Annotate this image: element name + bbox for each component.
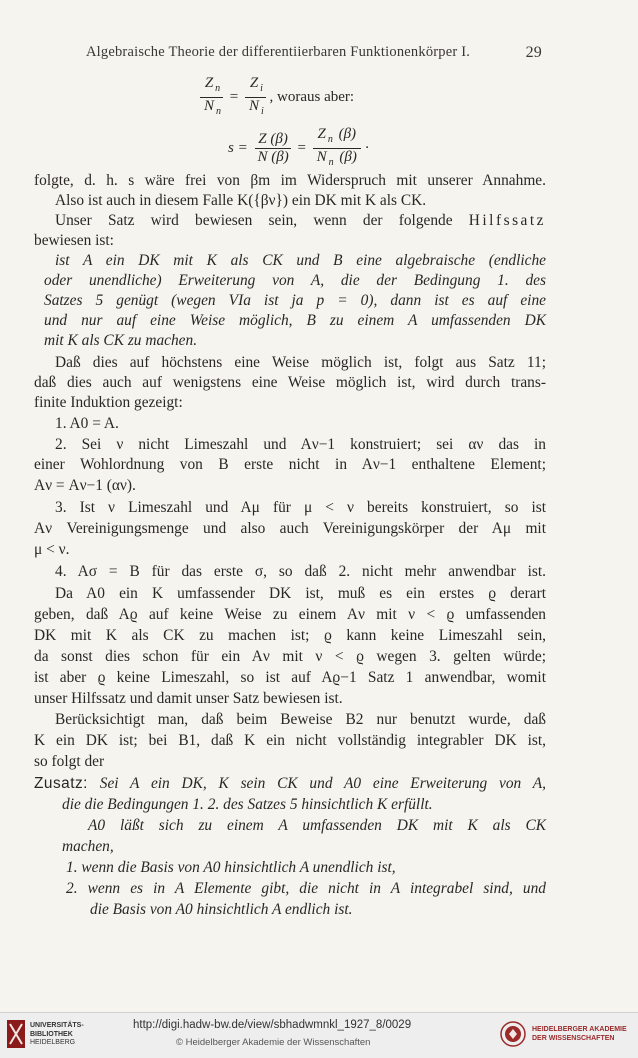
equation-1: $\frac{Z _n}{N _n}$ = $\frac{Z _i}{N _i}$ , woraus aber: xyxy=(200,75,354,120)
text-line-31: die die Bedingungen 1. 2. des Satzes 5 hinsichtlich K erfüllt. xyxy=(62,796,433,813)
library-name-line-1: UNIVERSITÄTS- xyxy=(30,1022,84,1029)
text-line-08: und nur auf eine Weise möglich, B zu einem A umfassenden DK xyxy=(44,312,546,329)
text-line-29: so folgt der xyxy=(34,753,105,770)
eq1-left-num-sub: n xyxy=(215,83,221,94)
text-line-20: 4. Aσ = B für das erste σ, so daß 2. nicht mehr anwendbar ist. xyxy=(55,563,546,580)
text-line-12: finite Induktion gezeigt: xyxy=(34,394,183,411)
text-line-05: ist A ein DK mit K als CK und B eine algebraische (endliche xyxy=(55,252,546,269)
text-line-01: folgte, d. h. s wäre frei von βm im Widerspruch mit unserer Annahme. xyxy=(34,172,546,189)
zusatz-label: Zusatz: xyxy=(34,775,88,792)
text-line-21: Da A0 ein K umfassender DK ist, muß es ein erstes ϱ derart xyxy=(55,585,546,602)
fraction-zn-nn xyxy=(200,75,223,120)
text-line-27: Berücksichtigt man, daß beim Beweise B2 nur benutzt wurde, daß xyxy=(55,711,546,728)
eq2-f2-num-b: (β) xyxy=(338,126,357,142)
academy-name-line-1: HEIDELBERGER AKADEMIE xyxy=(532,1026,627,1033)
eq1-left-den-sub: n xyxy=(216,106,222,117)
eq1-right-den-sub: i xyxy=(261,106,264,117)
eq2-f2-num-sub: n xyxy=(327,134,333,145)
text-line-10: Daß dies auf höchstens eine Weise möglich ist, folgt aus Satz 11; xyxy=(55,354,546,371)
academy-seal-icon xyxy=(500,1021,526,1047)
text-line-22: geben, daß Aϱ auf keine Weise zu einem Aν mit ν < ϱ umfassenden xyxy=(34,606,546,623)
eq1-right-num-sub: i xyxy=(260,83,263,94)
library-name-line-2: BIBLIOTHEK xyxy=(30,1030,73,1038)
text-line-18: Aν Vereinigungsmenge und also auch Vereinigungskörper der Aμ mit xyxy=(34,520,546,537)
text-line-11: daß dies auch auf wenigstens eine Weise möglich ist, wird durch trans- xyxy=(34,374,546,391)
eq2-f2-den-sub: n xyxy=(328,157,334,168)
text-line-19: μ < ν. xyxy=(34,541,70,558)
text-line-14: 2. Sei ν nicht Limeszahl und Aν−1 konstruiert; sei αν das in xyxy=(55,436,546,453)
text-line-09: mit K als CK zu machen. xyxy=(44,332,198,349)
fraction-zn-beta xyxy=(313,126,361,171)
text-line-28: K ein DK ist; bei B1, daß K ein nicht vollständig integrabler DK ist, xyxy=(34,732,546,749)
academy-name-line-2: DER WISSENSCHAFTEN xyxy=(532,1035,615,1042)
text-line-13: 1. A0 = A. xyxy=(55,415,119,432)
eq2-f2-den-a: N xyxy=(316,149,327,165)
text-line-23: DK mit K als CK zu machen ist; ϱ kann keine Limeszahl sein, xyxy=(34,627,546,644)
fraction-z-beta xyxy=(255,131,290,166)
running-title: Algebraische Theorie der differentiierbaren Funktionenkörper I. xyxy=(86,44,471,60)
eq1-left-num: Z xyxy=(204,75,214,91)
text-line-30 xyxy=(34,774,546,793)
library-name-line-3: HEIDELBERG xyxy=(30,1039,76,1046)
text-line-25: ist aber ϱ keine Limeszahl, so ist auf Aϱ−1 Satz 1 anwendbar, womit xyxy=(34,669,546,686)
text-line-07: Satzes 5 genügt (wegen VIa ist ja p = 0), dann ist es auf eine xyxy=(44,292,546,309)
copyright-notice: © Heidelberger Akademie der Wissenschaften xyxy=(176,1037,371,1048)
text-line-03a: Unser Satz wird bewiesen sein, wenn der folgende xyxy=(55,212,453,229)
text-line-24: da sonst dies schon für ein Aν mit ν < ϱ wegen 3. gelten würde; xyxy=(34,648,546,665)
text-line-26: unser Hilfssatz und damit unser Satz bewiesen ist. xyxy=(34,690,343,707)
eq1-right-num: Z xyxy=(249,75,259,91)
eq2-lhs: s = xyxy=(228,139,248,156)
text-line-33: machen, xyxy=(62,838,114,855)
university-library-name xyxy=(30,1022,84,1048)
text-line-34: 1. wenn die Basis von A0 hinsichtlich A unendlich ist, xyxy=(66,859,396,876)
eq1-left-den: N xyxy=(204,98,215,114)
eq1-right-den: N xyxy=(248,98,259,114)
text-line-17: 3. Ist ν Limeszahl und Aμ für μ < ν bereits konstruiert, so ist xyxy=(55,499,546,516)
fraction-zi-ni xyxy=(245,75,266,120)
text-line-36: die Basis von A0 hinsichtlich A endlich ist. xyxy=(90,901,353,918)
page-number: 29 xyxy=(525,44,542,61)
hilfssatz-term: Hilfssatz xyxy=(468,212,546,229)
text-line-30b: Sei A ein DK, K sein CK und A0 eine Erweiterung von A, xyxy=(99,775,546,792)
equation-2: s = $\frac{Z (\beta)}{N (\beta)}$ = $\frac{Z _n (\beta)}{N _n (\beta)}$ · xyxy=(228,126,370,171)
text-line-32: A0 läßt sich zu einem A umfassenden DK mit K als CK xyxy=(88,817,546,834)
permalink-url[interactable]: http://digi.hadw-bw.de/view/sbhadwmnkl_1927_8/0029 xyxy=(133,1019,412,1031)
eq2-f2-den-b: (β) xyxy=(339,149,357,165)
eq1-suffix: , woraus aber: xyxy=(269,88,355,105)
eq2-f1-num: Z (β) xyxy=(255,131,290,149)
text-line-02: Also ist auch in diesem Falle K({βν}) ein DK mit K als CK. xyxy=(55,192,427,209)
text-line-06: oder unendliche) Erweiterung von A, die der Bedingung 1. des xyxy=(44,272,546,289)
text-line-16: Aν = Aν−1 (αν). xyxy=(34,477,136,494)
text-line-35: 2. wenn es in A Elemente gibt, die nicht in A integrabel sind, und xyxy=(66,880,546,897)
eq2-f2-num-a: Z xyxy=(317,126,326,142)
text-line-03 xyxy=(55,211,546,230)
footer-bar xyxy=(0,1012,638,1058)
text-line-15: einer Wohlordnung von B erste nicht in Aν−1 enthaltene Element; xyxy=(34,456,546,473)
eq2-end: · xyxy=(364,139,370,156)
university-library-logo-icon xyxy=(6,1019,26,1049)
eq2-f1-den: N (β) xyxy=(257,149,289,165)
text-line-04: bewiesen ist: xyxy=(34,232,114,249)
academy-name xyxy=(532,1025,627,1043)
running-header xyxy=(86,44,542,61)
